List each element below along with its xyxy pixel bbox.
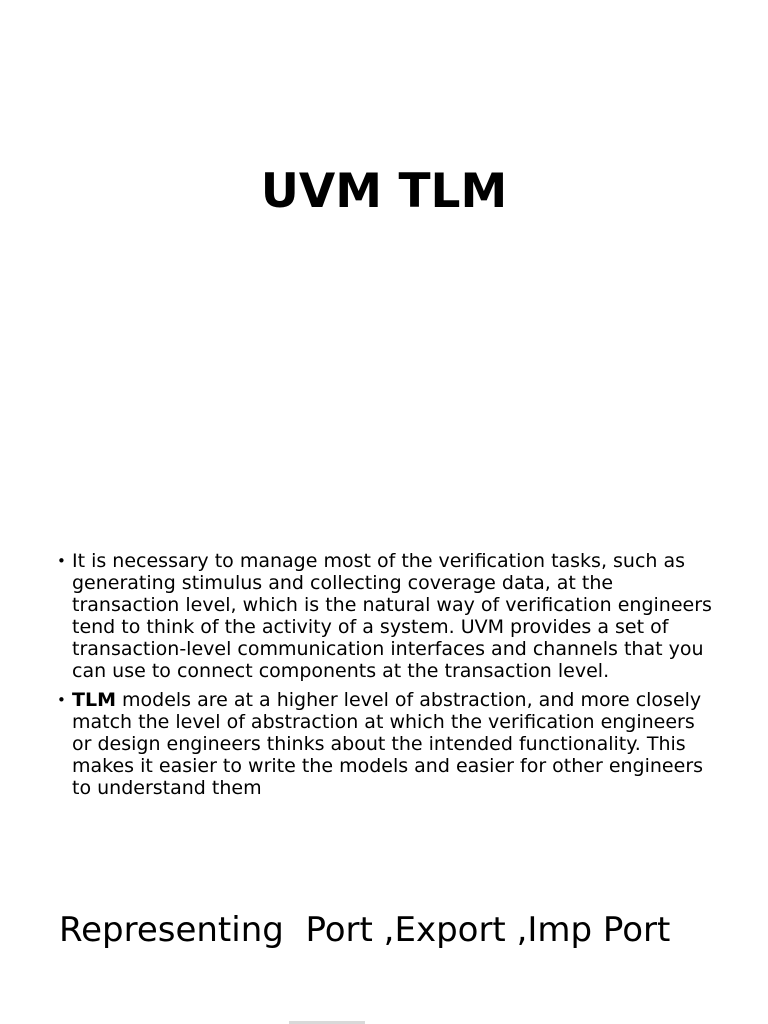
bullet-item xyxy=(56,550,716,682)
bullet-dot-icon: • xyxy=(57,691,66,709)
section-heading: Representing Port ,Export ,Imp Port xyxy=(59,910,671,950)
bullet-list xyxy=(56,550,716,806)
bullet-text: models are at a higher level of abstraction, and more closely match the level of abstraction at which the verification engineers or design engineers thinks about the intended functionality. This makes it easier to write the models and easier for other engineers to understand them xyxy=(72,689,704,799)
slide-title: UVM TLM xyxy=(260,164,508,219)
bullet-item xyxy=(56,689,716,799)
bullet-bold-term: TLM xyxy=(72,689,116,711)
bullet-text: It is necessary to manage most of the verification tasks, such as generating stimulus and collecting coverage data, at the transaction level, which is the natural way of verification engineers tend to think of the activity of a system. UVM provides a set of transaction-level communication interfaces and channels that you can use to connect components at the transaction level. xyxy=(72,550,712,682)
bullet-dot-icon: • xyxy=(57,552,66,570)
